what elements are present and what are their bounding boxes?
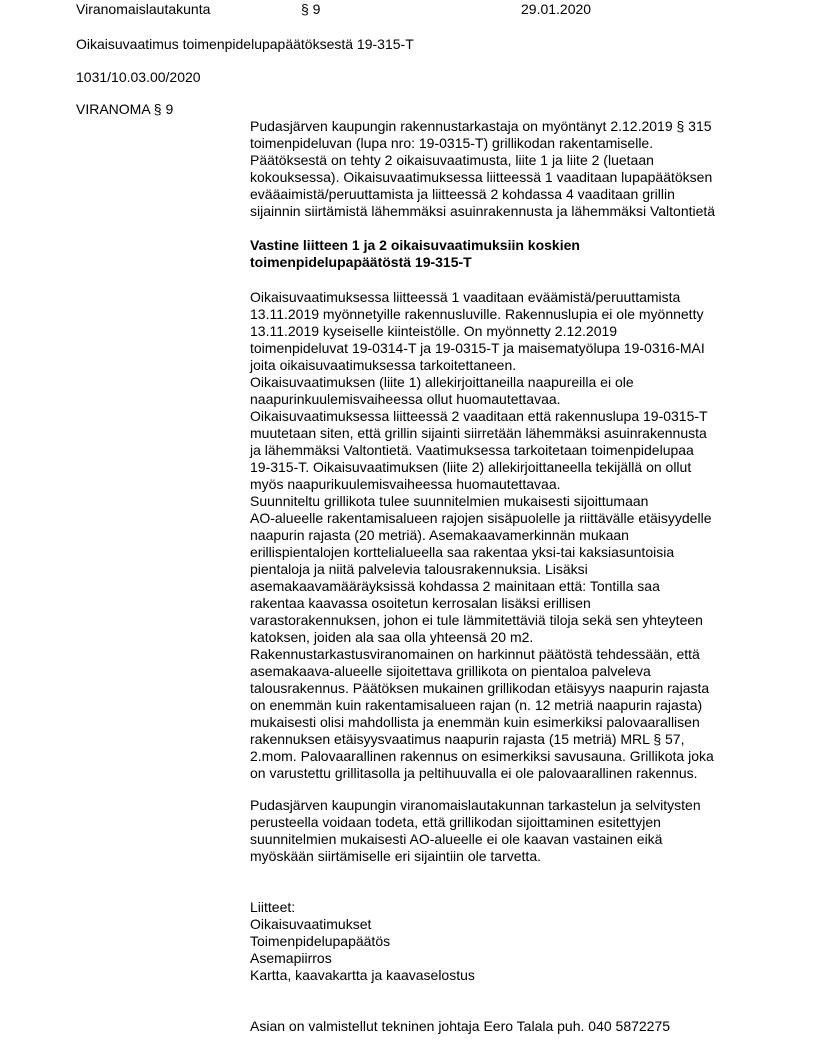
body-line: asemakaavamääräyksissä kohdassa 2 mainitaan että: Tontilla saa xyxy=(250,578,660,594)
body-line: naapurinkuulemisvaiheessa ollut huomautettavaa. xyxy=(250,391,561,407)
body-line: ja lähemmäksi Valtontietä. Vaatimuksessa tarkoitetaan toimenpidelupaa xyxy=(250,442,694,458)
document-title: Oikaisuvaatimus toimenpidelupapäätöksestä 19-315-T xyxy=(76,36,414,52)
body-line: rakennuksen etäisyysvaatimus naapurin rajasta (15 metriä) MRL § 57, xyxy=(250,731,685,747)
body-line: 13.11.2019 myönnetyille rakennusluville. Rakennuslupia ei ole myönnetty xyxy=(250,306,704,322)
body-line: 2.mom. Palovaarallinen rakennus on esimerkiksi savusauna. Grillikota joka xyxy=(250,748,714,764)
conclusion-line: perusteella voidaan todeta, että grillikodan sijoittaminen esitettyjen xyxy=(250,814,661,830)
body-line: muutetaan siten, että grillin sijainti siirretään lähemmäksi asuinrakennusta xyxy=(250,425,707,441)
intro-line: Päätöksestä on tehty 2 oikaisuvaatimusta, liite 1 ja liite 2 (luetaan xyxy=(250,152,654,168)
body-line: Rakennustarkastusviranomainen on harkinnut päätöstä tehdessään, että xyxy=(250,646,700,662)
body-line: myös naapurikuulemisvaiheessa huomautettavaa. xyxy=(250,476,561,492)
conclusion-line: suunnitelmien mukaisesti AO-alueelle ei ole kaavan vastainen eikä xyxy=(250,831,663,847)
attachments-list xyxy=(250,899,810,984)
body-line: on enemmän kuin rakentamisalueen rajan (n. 12 metriä naapurin rajasta) xyxy=(250,697,703,713)
preparer-line: Asian on valmistellut tekninen johtaja Eero Talala puh. 040 5872275 xyxy=(250,1018,671,1034)
body-line: AO-alueelle rakentamisalueen rajojen sisäpuolelle ja riittävälle etäisyydelle xyxy=(250,510,712,526)
body-line: rakentaa kaavassa osoitetun kerrosalan lisäksi erillisen xyxy=(250,595,591,611)
body-line: varastorakennuksen, johon ei tule lämmitettäviä tiloja sekä sen yhteyteen xyxy=(250,612,703,628)
response-heading xyxy=(250,237,810,271)
body-line: on varustettu grillitasolla ja peltihuuvalla ei ole palovaarallinen rakennus. xyxy=(250,765,698,781)
body-line: erillispientalojen korttelialueella saa rakentaa yksi-tai kaksiasuntoisia xyxy=(250,544,675,560)
intro-line: Pudasjärven kaupungin rakennustarkastaja on myöntänyt 2.12.2019 § 315 xyxy=(250,118,712,134)
body-line: katoksen, joiden ala saa olla yhteensä 20 m2. xyxy=(250,629,534,645)
body-paragraph xyxy=(250,289,810,782)
body-line: mukaisesti olisi mahdollista ja enemmän kuin esimerkiksi palovaarallisen xyxy=(250,714,700,730)
conclusion-line: Pudasjärven kaupungin viranomaislautakunnan tarkastelun ja selvitysten xyxy=(250,797,701,813)
body-line: Suunniteltu grillikota tulee suunnitelmien mukaisesti sijoittumaan xyxy=(250,493,649,509)
record-number: 1031/10.03.00/2020 xyxy=(76,69,201,85)
body-line: joita oikaisuvaatimuksessa tarkoitettaneen. xyxy=(250,357,517,373)
header-date: 29.01.2020 xyxy=(521,1,592,17)
header-section: § 9 xyxy=(301,1,321,17)
body-line: 13.11.2019 kyseiselle kiinteistölle. On myönnetty 2.12.2019 xyxy=(250,323,618,339)
attachments-label: Liitteet: xyxy=(250,899,296,915)
body-line: Oikaisuvaatimuksessa liitteessä 1 vaaditaan eväämistä/peruuttamista xyxy=(250,289,681,305)
conclusion-paragraph xyxy=(250,797,810,865)
body-line: toimenpideluvat 19-0314-T ja 19-0315-T ja maisematyölupa 19-0316-MAI xyxy=(250,340,705,356)
intro-paragraph xyxy=(250,118,810,220)
body-line: pientaloja ja niitä palvelevia talousrakennuksia. Lisäksi xyxy=(250,561,588,577)
attachment-item: Kartta, kaavakartta ja kaavaselostus xyxy=(250,967,475,983)
body-line: talousrakennus. Päätöksen mukainen grillikodan etäisyys naapurin rajasta xyxy=(250,680,710,696)
body-line: Oikaisuvaatimuksen (liite 1) allekirjoittaneilla naapureilla ei ole xyxy=(250,374,634,390)
body-line: Oikaisuvaatimuksessa liitteessä 2 vaaditaan että rakennuslupa 19-0315-T xyxy=(250,408,708,424)
heading-line: toimenpidelupapäätöstä 19-315-T xyxy=(250,254,472,270)
attachment-item: Toimenpidelupapäätös xyxy=(250,933,391,949)
body-line: 19-315-T. Oikaisuvaatimuksen (liite 2) allekirjoittaneella tekijällä on ollut xyxy=(250,459,692,475)
intro-line: kokouksessa). Oikaisuvaatimuksessa liitteessä 1 vaaditaan lupapäätöksen xyxy=(250,169,713,185)
body-line: naapurin rajasta (20 metriä). Asemakaavamerkinnän mukaan xyxy=(250,527,629,543)
intro-line: evääaimistä/peruuttamista ja liitteessä 2 kohdassa 4 vaaditaan grillin xyxy=(250,186,675,202)
attachment-item: Oikaisuvaatimukset xyxy=(250,916,372,932)
intro-line: sijainnin siirtämistä lähemmäksi asuinrakennusta ja lähemmäksi Valtontietä xyxy=(250,203,716,219)
section-reference: VIRANOMA § 9 xyxy=(76,101,174,117)
conclusion-line: myöskään siirtämiselle eri sijaintiin ole tarvetta. xyxy=(250,848,541,864)
attachment-item: Asemapiirros xyxy=(250,950,332,966)
header-organ: Viranomaislautakunta xyxy=(76,1,211,17)
intro-line: toimenpideluvan (lupa nro: 19-0315-T) grillikodan rakentamiselle. xyxy=(250,135,654,151)
heading-line: Vastine liitteen 1 ja 2 oikaisuvaatimuksiin koskien xyxy=(250,237,580,253)
body-line: asemakaava-alueelle sijoitettava grillikota on pientaloa palveleva xyxy=(250,663,651,679)
